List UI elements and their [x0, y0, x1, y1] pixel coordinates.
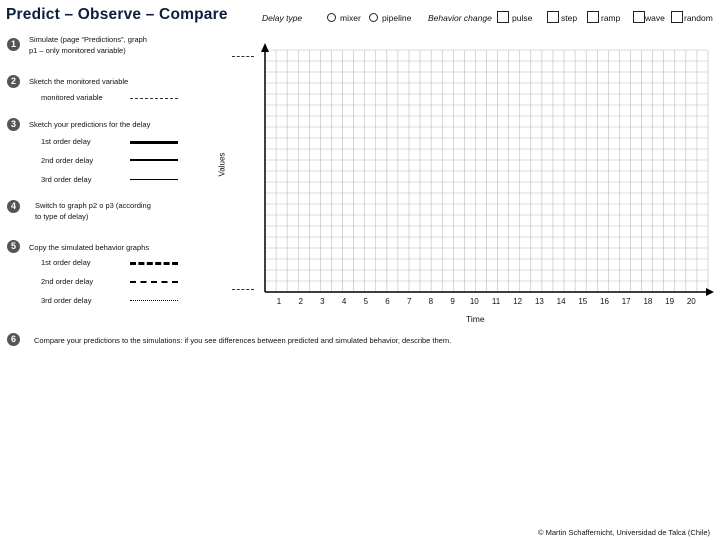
- step-badge-3: 3: [7, 118, 20, 131]
- x-tick-label: 7: [406, 297, 412, 306]
- pipeline-label: pipeline: [382, 13, 412, 23]
- delay-type-label: Delay type: [262, 13, 303, 23]
- step-3-text: Sketch your predictions for the delay: [29, 120, 151, 129]
- x-tick-label: 20: [686, 297, 696, 306]
- x-tick-label: 10: [469, 297, 479, 306]
- prediction-third-order-label: 3rd order delay: [41, 175, 92, 184]
- x-axis-arrow-icon: [706, 288, 714, 296]
- y-axis-arrow-icon: [261, 43, 269, 52]
- comparison-text-area[interactable]: [24, 348, 714, 518]
- step-label: step: [561, 13, 578, 23]
- x-tick-label: 17: [621, 297, 631, 306]
- x-tick-label: 3: [320, 297, 325, 306]
- monitored-variable-legend-label: monitored variable: [41, 93, 103, 102]
- x-tick-label: 5: [363, 297, 369, 306]
- x-tick-label: 18: [643, 297, 653, 306]
- x-tick-label: 14: [556, 297, 566, 306]
- x-tick-label: 2: [298, 297, 303, 306]
- behavior-change-label: Behavior change: [428, 13, 492, 23]
- x-tick-label: 13: [534, 297, 544, 306]
- page-title: Predict – Observe – Compare: [6, 6, 228, 23]
- step-1-line2: p1 – only monitored variable): [29, 46, 126, 55]
- simulated-third-order-label: 3rd order delay: [41, 296, 92, 305]
- step-4-line1: Switch to graph p2 o p3 (according: [35, 201, 151, 210]
- simulated-second-order-label: 2nd order delay: [41, 277, 94, 286]
- x-tick-label: 12: [513, 297, 523, 306]
- step-2-text: Sketch the monitored variable: [29, 77, 129, 86]
- wave-label: wave: [645, 13, 665, 23]
- step-1-line1: Simulate (page “Predictions”, graph: [29, 35, 147, 44]
- y-axis-label: Values: [217, 152, 227, 177]
- prediction-second-order-label: 2nd order delay: [41, 156, 94, 165]
- step-badge-5: 5: [7, 240, 20, 253]
- prediction-first-order-label: 1st order delay: [41, 137, 91, 146]
- x-tick-label: 15: [578, 297, 588, 306]
- x-tick-label: 9: [450, 297, 455, 306]
- x-tick-label: 11: [491, 297, 501, 306]
- step-6-text: Compare your predictions to the simulations: if you see differences between predicted and simulated behavior, describe them.: [34, 336, 452, 345]
- ramp-label: ramp: [601, 13, 621, 23]
- x-tick-label: 8: [428, 297, 434, 306]
- step-4-line2: to type of delay): [35, 212, 89, 221]
- grid-lines: [265, 50, 708, 292]
- simulated-first-order-label: 1st order delay: [41, 258, 91, 267]
- mixer-label: mixer: [340, 13, 361, 23]
- copyright-footer: © Martin Schaffernicht, Universidad de Talca (Chile): [538, 528, 710, 537]
- random-label: random: [684, 13, 713, 23]
- x-tick-label: 4: [341, 297, 347, 306]
- step-badge-1: 1: [7, 38, 20, 51]
- step-badge-6: 6: [7, 333, 20, 346]
- step-badge-4: 4: [7, 200, 20, 213]
- step-5-text: Copy the simulated behavior graphs: [29, 243, 150, 252]
- x-tick-label: 16: [600, 297, 609, 306]
- x-tick-label: 1: [276, 297, 282, 306]
- step-badge-2: 2: [7, 75, 20, 88]
- pulse-label: pulse: [512, 13, 533, 23]
- x-tick-label: 6: [385, 297, 390, 306]
- x-tick-label: 19: [665, 297, 675, 306]
- x-axis-label: Time: [466, 314, 485, 324]
